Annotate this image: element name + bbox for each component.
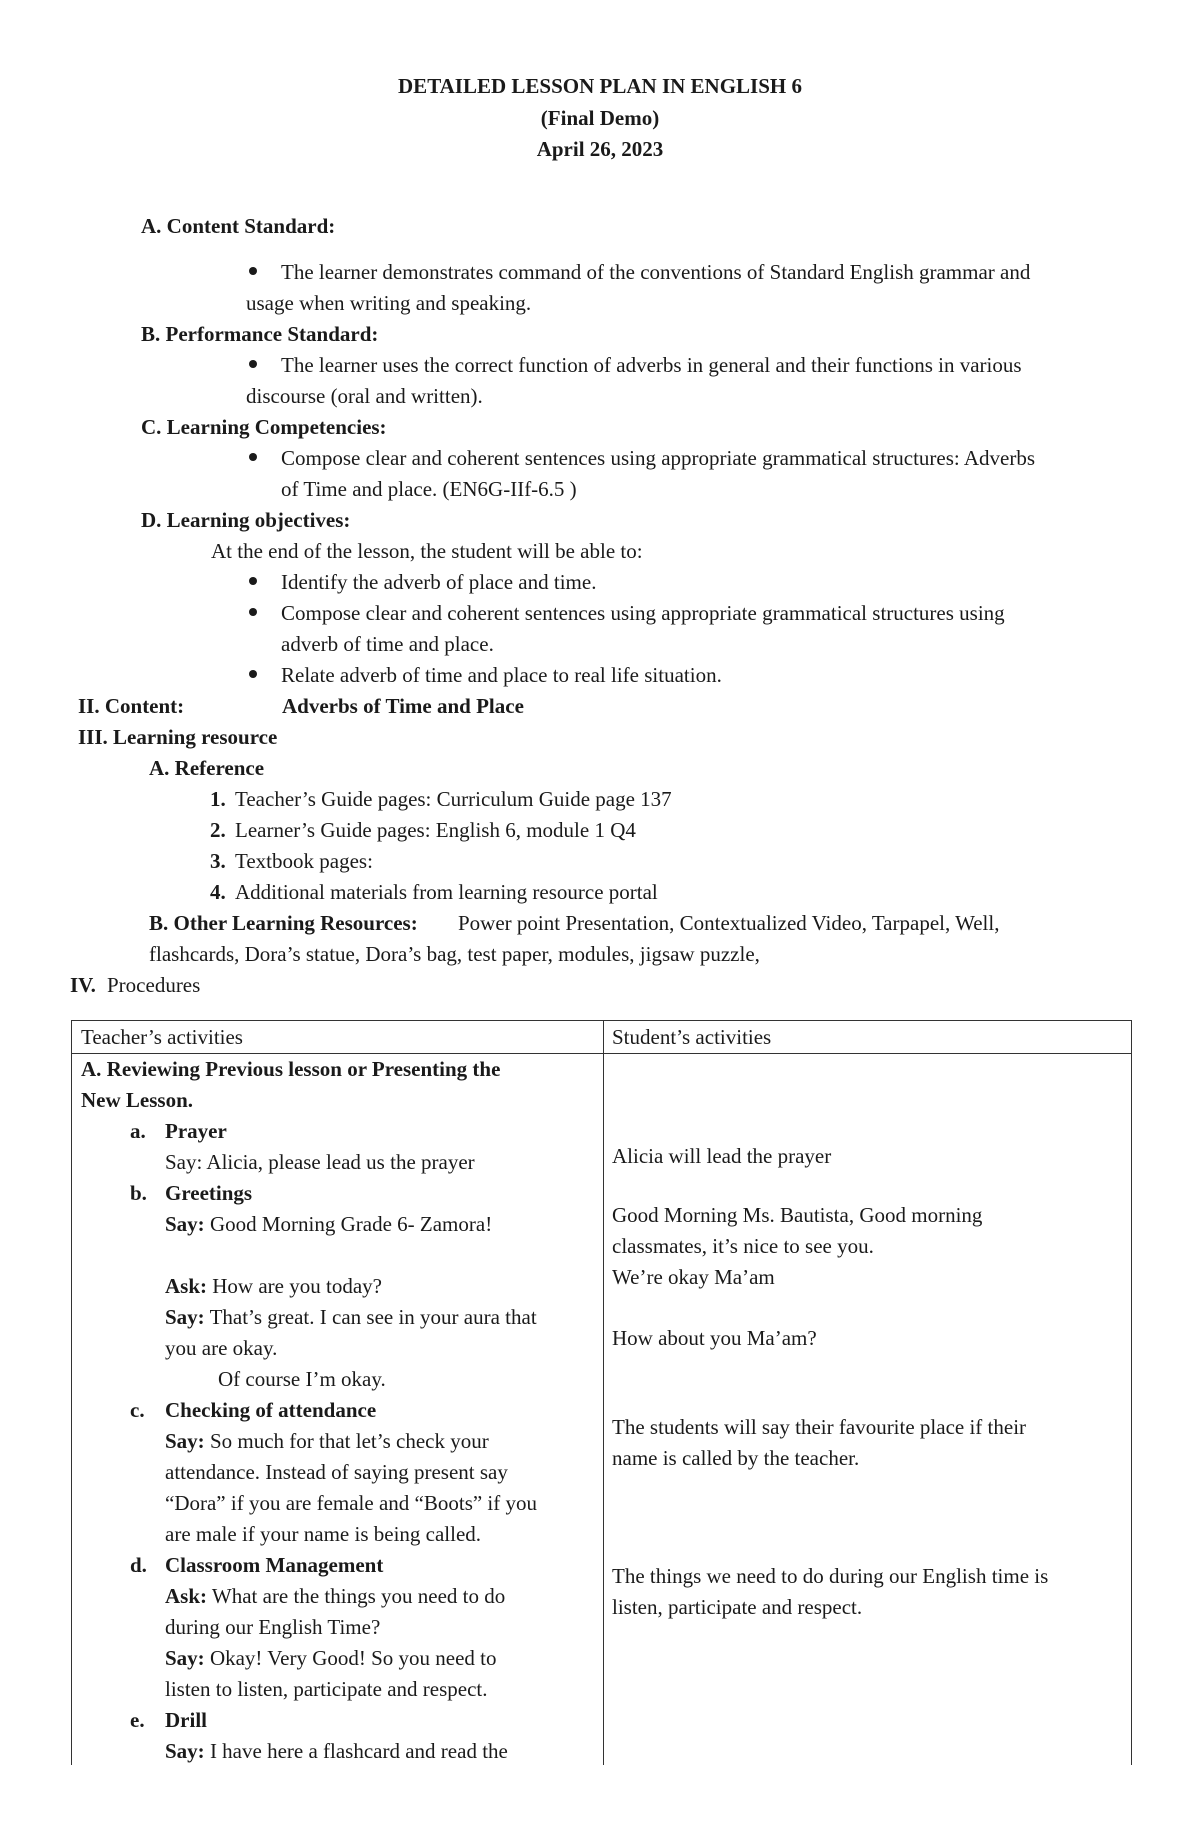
student-greet-line-2: classmates, it’s nice to see you. [612, 1234, 874, 1258]
reference-label: A. Reference [149, 756, 265, 780]
attendance-line-4: are male if your name is being called. [165, 1522, 482, 1546]
bullet-icon [249, 577, 257, 585]
reference-text-4: Additional materials from learning resource portal [235, 880, 658, 904]
greetings-say-2 [165, 1305, 537, 1330]
reference-num-1: 1. [210, 787, 226, 811]
student-greet-line-1: Good Morning Ms. Bautista, Good morning [612, 1203, 983, 1227]
competencies-text-2: of Time and place. (EN6G-IIf-6.5 ) [281, 477, 577, 501]
greetings-letter: b. [130, 1181, 147, 1205]
attendance-letter: c. [130, 1398, 145, 1422]
drill-say [165, 1739, 508, 1764]
attendance-line-1 [165, 1429, 489, 1454]
reference-num-3: 3. [210, 849, 226, 873]
bullet-icon [249, 670, 257, 678]
attendance-title: Checking of attendance [165, 1398, 377, 1422]
say-label: Say: [165, 1646, 205, 1670]
greetings-say-2-line-2: you are okay. [165, 1336, 278, 1360]
content-standard-text-2: usage when writing and speaking. [246, 291, 532, 315]
management-say-text: Okay! Very Good! So you need to [209, 1646, 497, 1670]
competencies-label: C. Learning Competencies: [141, 415, 387, 439]
greetings-reply: Of course I’m okay. [218, 1367, 386, 1391]
drill-say-text: I have here a flashcard and read the [209, 1739, 508, 1763]
management-say-line-2: listen to listen, participate and respect. [165, 1677, 488, 1701]
performance-standard-text-2: discourse (oral and written). [246, 384, 483, 408]
management-ask-line-2: during our English Time? [165, 1615, 381, 1639]
procedures-num: IV. [70, 973, 96, 997]
resources-label: III. Learning resource [78, 725, 278, 749]
student-how: How about you Ma’am? [612, 1326, 817, 1350]
objective-item-1: Identify the adverb of place and time. [281, 570, 597, 594]
management-ask-text: What are the things you need to do [211, 1584, 506, 1608]
management-say [165, 1646, 497, 1671]
reference-num-4: 4. [210, 880, 226, 904]
objectives-label: D. Learning objectives: [141, 508, 351, 532]
content-label: II. Content: [78, 694, 185, 718]
attendance-line-2: attendance. Instead of saying present say [165, 1460, 508, 1484]
prayer-say: Say: Alicia, please lead us the prayer [165, 1150, 475, 1174]
ask-label: Ask: [165, 1274, 208, 1298]
document-title: DETAILED LESSON PLAN IN ENGLISH 6 [398, 74, 802, 98]
section-title-line-1: A. Reviewing Previous lesson or Presenting the [81, 1057, 501, 1081]
prayer-letter: a. [130, 1119, 146, 1143]
procedures-label: Procedures [107, 973, 201, 997]
bullet-icon [249, 267, 257, 275]
reference-text-1: Teacher’s Guide pages: Curriculum Guide page 137 [235, 787, 672, 811]
objective-item-3: Relate adverb of time and place to real life situation. [281, 663, 722, 687]
other-resources-text-1: Power point Presentation, Contextualized Video, Tarpapel, Well, [458, 911, 1000, 935]
document-date: April 26, 2023 [536, 137, 664, 161]
student-manage-line-1: The things we need to do during our English time is [612, 1564, 1049, 1588]
student-okay: We’re okay Ma’am [612, 1265, 775, 1289]
objective-item-2-line-2: adverb of time and place. [281, 632, 494, 656]
student-prayer: Alicia will lead the prayer [612, 1144, 832, 1168]
objectives-intro: At the end of the lesson, the student will be able to: [211, 539, 643, 563]
ask-label: Ask: [165, 1584, 208, 1608]
greetings-ask [165, 1274, 382, 1299]
objective-item-2-line-1: Compose clear and coherent sentences using appropriate grammatical structures using [281, 601, 1005, 625]
column-header-student: Student’s activities [612, 1025, 772, 1049]
student-manage-line-2: listen, participate and respect. [612, 1595, 863, 1619]
student-attend-line-2: name is called by the teacher. [612, 1446, 860, 1470]
attendance-line-3: “Dora” if you are female and “Boots” if you [165, 1491, 538, 1515]
management-letter: d. [130, 1553, 147, 1577]
student-attend-line-1: The students will say their favourite place if their [612, 1415, 1027, 1439]
table-header-divider [72, 1053, 1131, 1054]
greetings-say-1-text: Good Morning Grade 6- Zamora! [209, 1212, 493, 1236]
greetings-title: Greetings [165, 1181, 253, 1205]
attendance-line-1-text: So much for that let’s check your [209, 1429, 489, 1453]
say-label: Say: [165, 1212, 205, 1236]
content-standard-text-1: The learner demonstrates command of the conventions of Standard English grammar and [281, 260, 1031, 284]
greetings-say-2-text: That’s great. I can see in your aura that [209, 1305, 537, 1329]
column-header-teacher: Teacher’s activities [81, 1025, 243, 1049]
say-label: Say: [165, 1305, 205, 1329]
prayer-title: Prayer [165, 1119, 227, 1143]
other-resources-text-2: flashcards, Dora’s statue, Dora’s bag, test paper, modules, jigsaw puzzle, [149, 942, 760, 966]
reference-text-3: Textbook pages: [235, 849, 373, 873]
drill-title: Drill [165, 1708, 207, 1732]
greetings-ask-text: How are you today? [212, 1274, 382, 1298]
say-label: Say: [165, 1429, 205, 1453]
drill-letter: e. [130, 1708, 145, 1732]
bullet-icon [249, 360, 257, 368]
document-subtitle: (Final Demo) [540, 106, 660, 130]
procedures-table [71, 1020, 1132, 1765]
table-column-divider [603, 1021, 604, 1765]
content-value: Adverbs of Time and Place [282, 694, 524, 718]
section-title-line-2: New Lesson. [81, 1088, 194, 1112]
performance-standard-text-1: The learner uses the correct function of adverbs in general and their functions in various [281, 353, 1022, 377]
reference-text-2: Learner’s Guide pages: English 6, module 1 Q4 [235, 818, 636, 842]
reference-num-2: 2. [210, 818, 226, 842]
other-resources-label: B. Other Learning Resources: [149, 911, 418, 935]
say-label: Say: [165, 1739, 205, 1763]
management-ask [165, 1584, 505, 1609]
performance-standard-label: B. Performance Standard: [141, 322, 379, 346]
bullet-icon [249, 608, 257, 616]
greetings-say-1 [165, 1212, 492, 1237]
competencies-text-1: Compose clear and coherent sentences using appropriate grammatical structures: Adverbs [281, 446, 1035, 470]
content-standard-label: A. Content Standard: [141, 214, 336, 238]
management-title: Classroom Management [165, 1553, 384, 1577]
bullet-icon [249, 453, 257, 461]
